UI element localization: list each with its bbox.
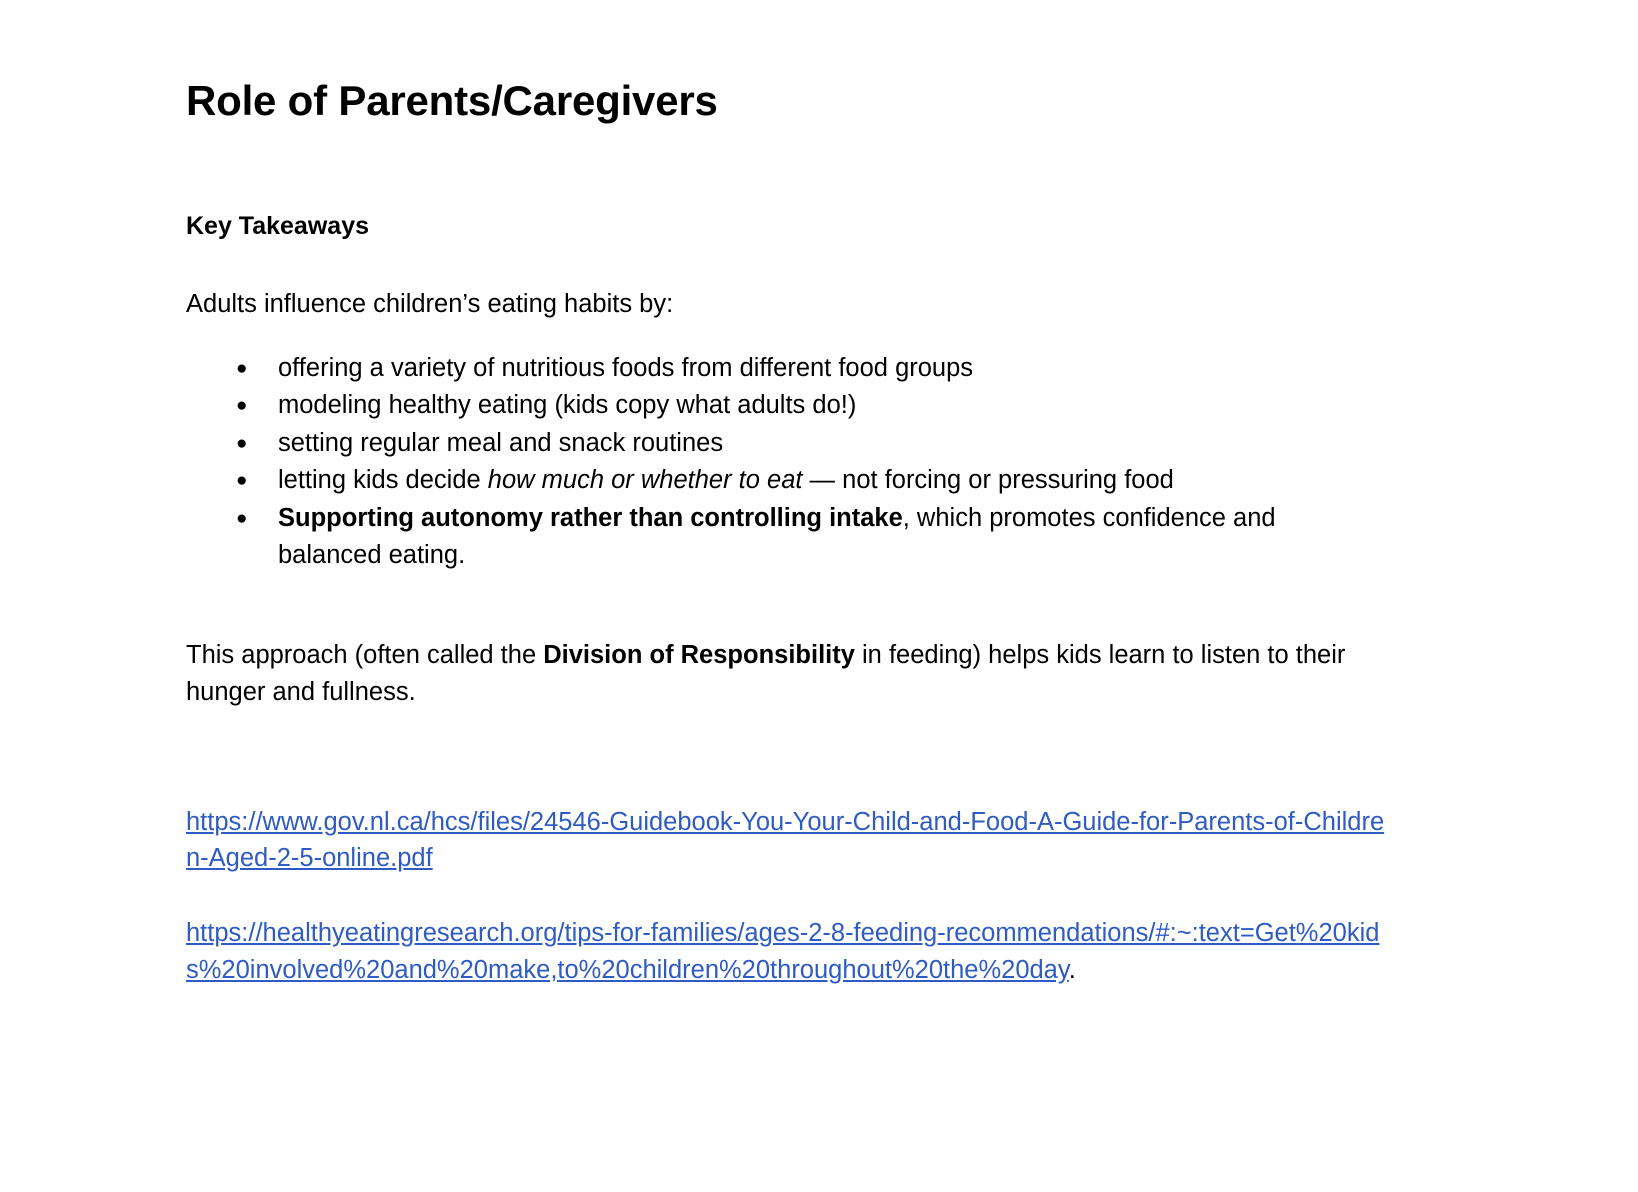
title-spacer <box>186 126 1386 210</box>
list-item-text <box>278 391 856 419</box>
bullet-icon: ● <box>236 432 248 454</box>
list-item-segment-italic: how much or whether to eat <box>487 466 803 495</box>
reference-links <box>186 804 1386 989</box>
list-item-segment: setting regular meal and snack routines <box>278 428 724 457</box>
list-item-segment: — not forcing or pressuring food <box>802 466 1174 495</box>
list-item <box>186 462 1386 499</box>
list-item-text <box>278 466 1174 494</box>
list-item-segment: letting kids decide <box>278 466 488 495</box>
reference-link-healthyeatingresearch[interactable]: https://healthyeatingresearch.org/tips-for-families/ages-2-8-feeding-recommendations/#:~:text=Get%20kids%20involved%20and%20make,to%20children%20throughout%20the%20day <box>186 919 1380 984</box>
list-item-segment: offering a variety of nutritious foods from different food groups <box>278 353 974 382</box>
closing-paragraph-emphasis: Division of Responsibility <box>543 640 855 669</box>
list-item <box>186 387 1386 424</box>
list-item-segment: modeling healthy eating (kids copy what adults do!) <box>278 391 857 420</box>
bullet-icon: ● <box>236 357 248 379</box>
section-heading-key-takeaways: Key Takeaways <box>186 211 369 240</box>
reference-link-2-row <box>186 915 1386 988</box>
list-item-segment-bold: Supporting autonomy rather than controlling intake <box>278 503 903 532</box>
links-spacer <box>186 712 1386 804</box>
list-item <box>186 350 1386 387</box>
list-item-text <box>278 354 973 382</box>
list-item <box>186 500 1386 575</box>
bullet-icon: ● <box>236 507 248 529</box>
list-item-segment: , which promotes confidence and balanced eating. <box>278 503 1276 570</box>
reference-link-2-trailing: . <box>1068 955 1076 984</box>
lead-in-text: Adults influence children’s eating habits by: <box>186 290 674 319</box>
closing-paragraph-before: This approach (often called the <box>186 640 544 669</box>
paragraph-spacer <box>186 575 1386 637</box>
list-item-text <box>278 504 1276 569</box>
reference-link-1-row <box>186 804 1386 877</box>
closing-paragraph-after: in feeding) helps kids learn to listen to their hunger and fullness. <box>186 640 1346 707</box>
bullet-icon: ● <box>236 395 248 417</box>
list-item <box>186 425 1386 462</box>
document-content <box>186 76 1386 988</box>
takeaways-list <box>186 350 1386 575</box>
closing-paragraph <box>186 637 1381 712</box>
list-item-text <box>278 429 723 457</box>
page-title: Role of Parents/Caregivers <box>186 77 718 124</box>
bullet-icon: ● <box>236 470 248 492</box>
reference-link-guidebook[interactable]: https://www.gov.nl.ca/hcs/files/24546-Guidebook-You-Your-Child-and-Food-A-Guide-for-Parents-of-Children-Aged-2-5-online.pdf <box>186 807 1385 873</box>
